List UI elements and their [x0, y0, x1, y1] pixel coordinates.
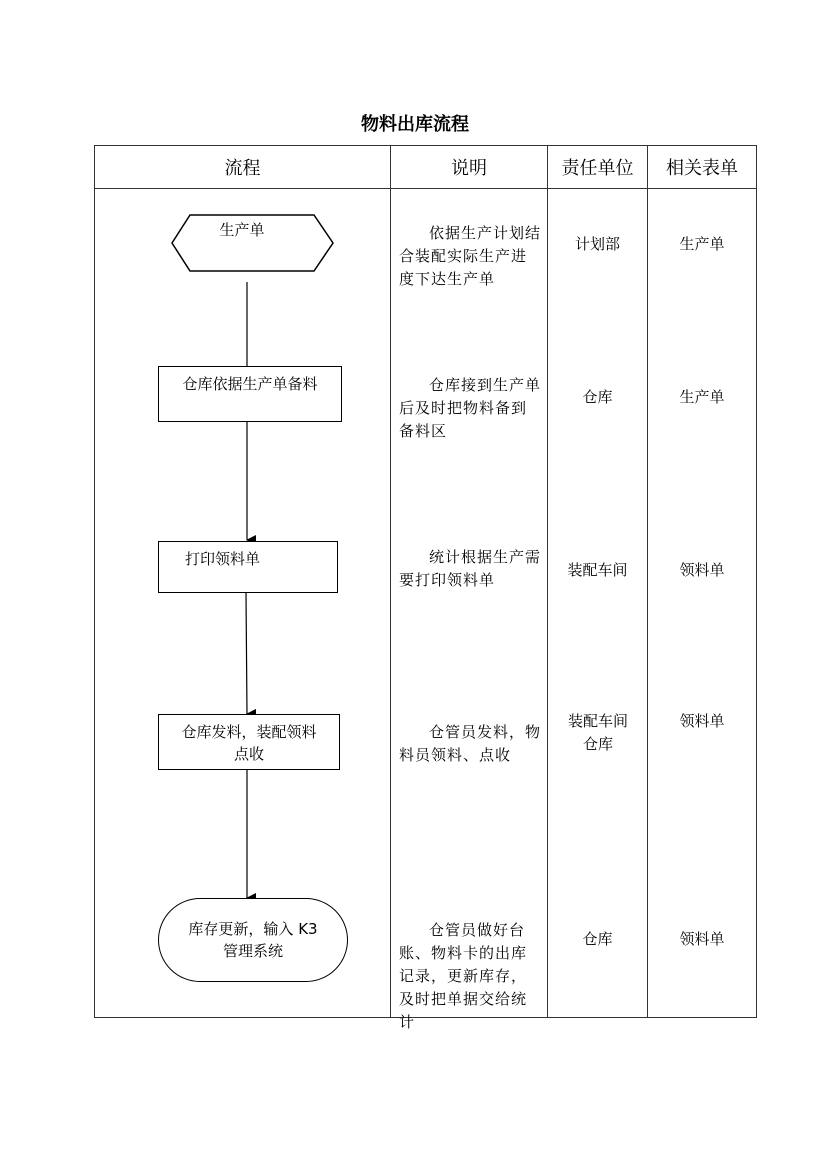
process-table [94, 145, 757, 1031]
flow-connectors [95, 189, 391, 1019]
form-5: 领料单 [679, 930, 725, 948]
desc-3: 统计根据生产需要打印领料单 [399, 548, 542, 589]
header-unit: 责任单位 [548, 146, 648, 189]
unit-2: 仓库 [582, 388, 613, 406]
form-1: 生产单 [679, 235, 725, 253]
unit-5: 仓库 [582, 930, 613, 948]
unit-cell [548, 189, 648, 1018]
form-2: 生产单 [679, 388, 725, 406]
node-1-label: 生产单 [219, 221, 265, 239]
header-flow: 流程 [95, 146, 391, 189]
body-row [95, 189, 757, 1018]
unit-4: 装配车间仓库 [567, 712, 628, 753]
header-desc: 说明 [391, 146, 548, 189]
desc-2: 仓库接到生产单后及时把物料备到备料区 [399, 376, 542, 440]
form-cell [648, 189, 757, 1018]
node-3-box: 打印领料单 [158, 541, 338, 593]
desc-4: 仓管员发料，物料员领料、点收 [399, 723, 542, 764]
node-4-box: 仓库发料，装配领料点收 [158, 714, 340, 770]
node-2-box: 仓库依据生产单备料 [158, 366, 342, 422]
form-3: 领料单 [679, 561, 725, 579]
header-row [95, 146, 757, 189]
arrow-3 [246, 593, 247, 714]
unit-1: 计划部 [574, 235, 620, 253]
desc-1: 依据生产计划结合装配实际生产进度下达生产单 [399, 224, 542, 288]
page-title: 物料出库流程 [361, 114, 469, 135]
form-4: 领料单 [679, 712, 725, 730]
header-form: 相关表单 [648, 146, 757, 189]
desc-5: 仓管员做好台账、物料卡的出库记录，更新库存，及时把单据交给统计 [399, 921, 528, 1031]
unit-3: 装配车间 [567, 561, 628, 579]
node-5-terminal: 库存更新，输入 K3 管理系统 [158, 898, 348, 982]
desc-cell [391, 189, 548, 1031]
flowchart-cell [95, 189, 391, 1018]
